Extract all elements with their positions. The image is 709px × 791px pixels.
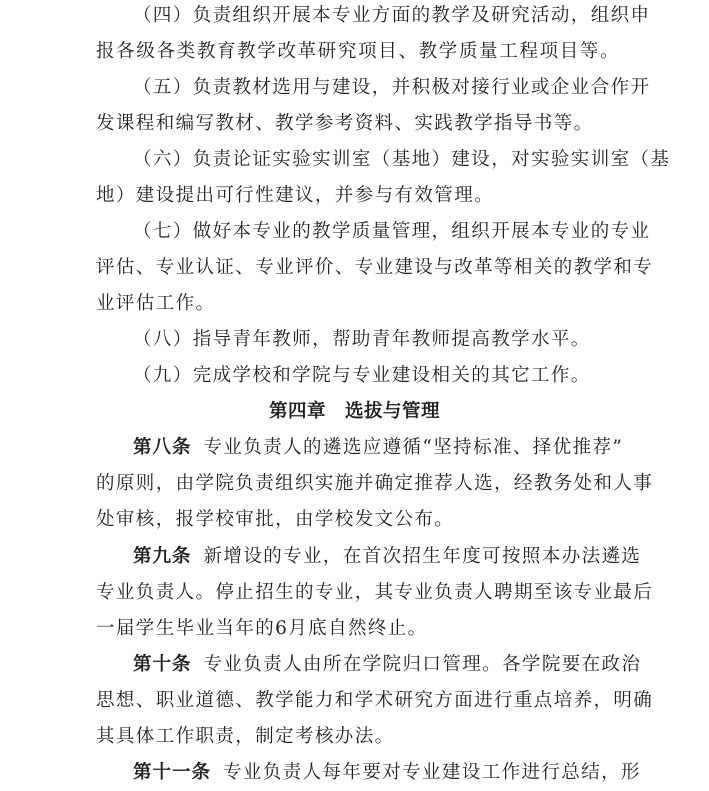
paragraph-8-line-1: （八）指导青年教师，帮助青年教师提高教学水平。 — [133, 329, 591, 350]
article-11-text: 专业负责人每年要对专业建设工作进行总结，形 — [223, 762, 641, 783]
article-9-line-2: 专业负责人。停止招生的专业，其专业负责人聘期至该专业最后 — [96, 582, 654, 603]
article-11-label: 第十一条 — [133, 762, 212, 783]
paragraph-5-line-1: （五）负责教材选用与建设，并积极对接行业或企业合作开 — [133, 77, 651, 98]
article-10-line-1 — [133, 653, 642, 677]
article-10-line-2: 思想、职业道德、教学能力和学术研究方面进行重点培养，明确 — [96, 690, 654, 711]
article-10-line-3: 其具体工作职责，制定考核办法。 — [96, 726, 395, 747]
article-8-line-2: 的原则，由学院负责组织实施并确定推荐人选，经教务处和人事 — [96, 473, 654, 494]
article-9-text: 新增设的专业，在首次招生年度可按照本办法遴选 — [203, 546, 642, 567]
paragraph-4-line-1: （四）负责组织开展本专业方面的教学及研究活动，组织申 — [133, 5, 651, 26]
paragraph-7-line-3: 业评估工作。 — [96, 293, 216, 314]
paragraph-6-line-1: （六）负责论证实验实训室（基地）建设，对实验实训室（基 — [133, 149, 671, 170]
paragraph-5-line-2: 发课程和编写教材、教学参考资料、实践教学指导书等。 — [96, 113, 594, 134]
paragraph-9-line-1: （九）完成学校和学院与专业建设相关的其它工作。 — [133, 365, 591, 386]
article-8-line-1 — [133, 436, 624, 460]
article-8-label: 第八条 — [133, 437, 192, 458]
article-9-label: 第九条 — [133, 546, 192, 567]
paragraph-7-line-1: （七）做好本专业的教学质量管理，组织开展本专业的专业 — [133, 221, 651, 242]
article-11-line-1 — [133, 761, 641, 785]
paragraph-4-line-2: 报各级各类教育教学改革研究项目、教学质量工程项目等。 — [96, 41, 620, 62]
article-8-line-3: 处审核，报学校审批，由学校发文公布。 — [96, 509, 455, 530]
paragraph-6-line-2: 地）建设提出可行性建议，并参与有效管理。 — [96, 185, 495, 206]
article-10-label: 第十条 — [133, 654, 192, 675]
article-10-text: 专业负责人由所在学院归口管理。各学院要在政治 — [203, 654, 642, 675]
article-8-text: 专业负责人的遴选应遵循“坚持标准、择优推荐” — [203, 437, 624, 458]
paragraph-7-line-2: 评估、专业认证、专业评价、专业建设与改革等相关的教学和专 — [96, 257, 654, 278]
chapter-heading: 第四章 选拔与管理 — [268, 401, 440, 422]
article-9-line-1 — [133, 545, 642, 569]
article-9-line-3: 一届学生毕业当年的6月底自然终止。 — [96, 618, 428, 639]
